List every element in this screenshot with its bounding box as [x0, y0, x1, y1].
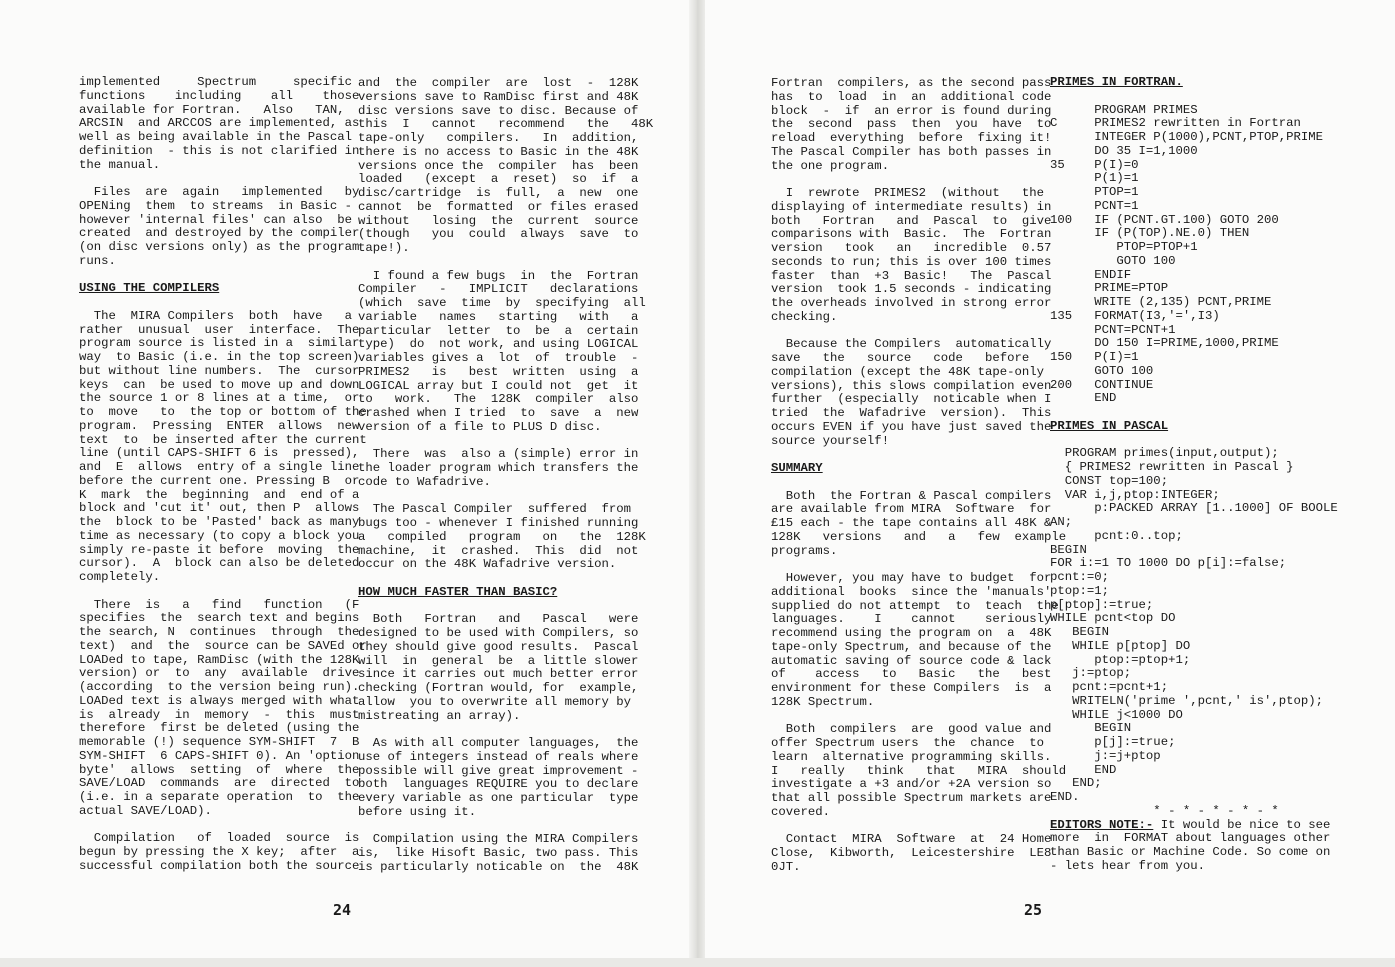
right-page-column-2	[1050, 76, 1338, 874]
text-line: faster than +3 Basic! The Pascal	[771, 268, 1052, 283]
text-line: 100 IF (PCNT.GT.100) GOTO 200	[1050, 212, 1279, 227]
text-line: begun by pressing the X key; after a	[79, 845, 360, 859]
text-line	[771, 710, 1066, 724]
text-line: program source is listed in a similar	[79, 336, 360, 351]
text-line: functions including all those	[79, 88, 360, 103]
text-line: { PRIMES2 rewritten in Pascal }	[1050, 460, 1294, 474]
text-line: tape-only compilers. In addition,	[358, 131, 639, 145]
text-line: FOR i:=1 TO 1000 DO p[i]:=false;	[1050, 556, 1287, 571]
text-line: time as necessary (to copy a block you	[79, 528, 360, 543]
text-line	[1050, 90, 1338, 104]
text-line: DO 150 I=PRIME,1000,PRIME	[1050, 336, 1279, 351]
text-line: therefore first be deleted (using the	[79, 721, 360, 736]
text-line: j:=ptop;	[1050, 666, 1132, 681]
text-line: completely.	[79, 570, 161, 584]
text-line	[771, 325, 1066, 339]
text-line	[79, 172, 367, 186]
text-line: seconds to run; this is over 100 times	[771, 254, 1052, 269]
text-line: than Basic or Machine Code. So come on	[1050, 845, 1331, 859]
text-line: before the current one. Pressing B or	[79, 473, 360, 488]
section-heading: PRIMES IN PASCAL	[1050, 418, 1169, 433]
text-line: LOADed text is always merged with what	[79, 693, 360, 708]
text-line	[771, 173, 1066, 187]
section-heading: SUMMARY	[771, 461, 823, 475]
text-line: LOADed to tape, RamDisc (with the 128K	[79, 652, 360, 667]
text-line: occurs EVEN if you have just saved the	[771, 419, 1052, 434]
text-line: C PRIMES2 rewritten in Fortran	[1050, 116, 1301, 131]
text-line: the block to be 'Pasted' back as many	[79, 515, 360, 529]
text-line: actual SAVE/LOAD).	[79, 803, 212, 818]
text-line: both Fortran and Pascal to give	[771, 213, 1052, 228]
page-gutter	[689, 0, 705, 967]
text-line: There is a find function (F	[79, 597, 360, 612]
text-line: covered.	[771, 804, 831, 819]
text-line: GOTO 100	[1050, 363, 1154, 378]
text-line	[771, 476, 1066, 490]
text-line: pcnt:0..top;	[1050, 528, 1183, 543]
text-line: The Pascal Compiler suffered from	[358, 502, 632, 517]
text-line: to work. The 128K compiler also	[358, 392, 639, 407]
text-line: investigate a +3 and/or +2A version so	[771, 777, 1052, 792]
text-line: SYM-SHIFT 6 CAPS-SHIFT 0). An 'option	[79, 748, 360, 763]
right-page-column-1	[771, 77, 1066, 875]
text-line	[358, 572, 653, 586]
text-line: since it carries out much better error	[358, 667, 639, 682]
text-line: PROGRAM PRIMES	[1050, 102, 1198, 117]
text-line: and the compiler are lost - 128K	[358, 76, 639, 90]
text-line	[358, 600, 653, 614]
text-line: VAR i,j,ptop:INTEGER;	[1050, 487, 1220, 502]
text-line: Both the Fortran & Pascal compilers	[771, 488, 1052, 503]
text-line: p[j]:=true;	[1050, 735, 1176, 749]
text-line: reload everything before fixing it!	[771, 131, 1052, 145]
text-line: * - * - * - * - *	[1050, 803, 1279, 818]
text-line: programs.	[771, 543, 838, 558]
text-line: mistreating an array).	[358, 708, 521, 723]
text-line: definition - this is not clarified in	[79, 143, 360, 158]
text-line: AN;	[1050, 515, 1073, 529]
text-line: 200 CONTINUE	[1050, 377, 1154, 392]
text-line: WRITE (2,135) PCNT,PRIME	[1050, 295, 1272, 309]
text-line: P(1)=1	[1050, 171, 1139, 186]
editors-note-line: EDITORS NOTE:- It would be nice to see	[1050, 817, 1331, 832]
text-line: disc/cartridge is full, a new one	[358, 186, 639, 200]
text-line: cannot be formatted or files erased	[358, 199, 639, 214]
text-line: the loader program which transfers the	[358, 461, 639, 475]
text-line: LOGICAL array but I could not get it	[358, 378, 639, 393]
text-line: tape!).	[358, 241, 410, 255]
text-line	[79, 296, 367, 310]
section-heading: USING THE COMPILERS	[79, 281, 220, 296]
text-line: WHILE j<1000 DO	[1050, 707, 1183, 722]
text-line: WHILE pcnt<top DO	[1050, 611, 1176, 626]
text-line: occur on the 48K Wafadrive version.	[358, 557, 617, 572]
text-line: Files are again implemented by	[79, 185, 360, 199]
text-line: There was also a (simple) error in	[358, 447, 639, 462]
text-line: 35 P(I)=0	[1050, 157, 1139, 172]
text-line: WHILE p[ptop] DO	[1050, 638, 1191, 653]
text-line: INTEGER P(1000),PCNT,PTOP,PRIME	[1050, 130, 1324, 144]
text-line: END.	[1050, 790, 1080, 804]
text-line: and E allows entry of a single line	[79, 460, 360, 474]
text-line: ENDIF	[1050, 267, 1132, 282]
text-line: are available from MIRA Software for	[771, 502, 1052, 517]
text-line: save the source code before	[771, 351, 1030, 365]
text-line: BEGIN	[1050, 625, 1110, 639]
text-line: GOTO 100	[1050, 253, 1176, 268]
text-line: both languages REQUIRE you to declare	[358, 777, 639, 792]
text-line: The MIRA Compilers both have a	[79, 308, 353, 323]
text-line: CONST top=100;	[1050, 473, 1169, 488]
text-line: without losing the current source	[358, 213, 639, 228]
text-line: use of integers instead of reals where	[358, 749, 639, 764]
text-line: way to Basic (i.e. in the top screen)	[79, 350, 360, 364]
text-line: well as being available in the Pascal	[79, 130, 353, 144]
text-line: implemented Spectrum specific	[79, 75, 353, 89]
text-line: automatic saving of source code & lack	[771, 653, 1052, 668]
text-line: However, you may have to budget for	[771, 571, 1052, 585]
text-line: line (until CAPS-SHIFT 6 is pressed),	[79, 446, 360, 461]
text-line: 128K versions and a few example	[771, 529, 1067, 544]
text-line: loaded (except a reset) so if a	[358, 172, 639, 187]
text-line: variable names starting with a	[358, 309, 639, 324]
text-line: tried the Wafadrive version). This	[771, 406, 1052, 420]
text-line: (though you could always save to	[358, 227, 639, 242]
text-line: this I cannot recommend the 48K	[358, 117, 654, 132]
text-line: BEGIN	[1050, 721, 1132, 736]
text-line: displaying of intermediate results) in	[771, 199, 1052, 214]
text-line: p[ptop]:=true;	[1050, 597, 1154, 612]
text-line: ptop:=1;	[1050, 583, 1110, 598]
text-line: (according to the version being run).	[79, 680, 360, 694]
text-line: END	[1050, 762, 1117, 777]
text-line: the search, N continues through the	[79, 625, 360, 639]
text-line: (i.e. in a separate operation to the	[79, 790, 360, 804]
text-line: END	[1050, 391, 1117, 406]
text-line: more in FORMAT about languages other	[1050, 831, 1331, 846]
text-line: 135 FORMAT(I3,'=',I3)	[1050, 308, 1220, 323]
text-line	[1050, 434, 1338, 448]
text-line: Fortran compilers, as the second pass	[771, 76, 1052, 90]
text-line	[358, 256, 653, 270]
text-line: before using it.	[358, 804, 477, 819]
text-line: there is no access to Basic in the 48K	[358, 144, 639, 159]
text-line	[358, 435, 653, 449]
text-line: successful compilation both the source	[79, 858, 360, 873]
text-line: the source 1 or 8 lines at a time, or	[79, 391, 360, 406]
text-line: I found a few bugs in the Fortran	[358, 268, 639, 283]
text-line: SAVE/LOAD commands are directed to	[79, 776, 360, 791]
text-line	[771, 558, 1066, 572]
text-line: I rewrote PRIMES2 (without the	[771, 186, 1045, 200]
text-line: the manual.	[79, 157, 161, 172]
text-line: I really think that MIRA should	[771, 763, 1067, 778]
text-line: checking (Fortran would, for example,	[358, 681, 639, 695]
text-line: 128K Spectrum.	[771, 694, 875, 709]
text-line: source yourself!	[771, 433, 890, 448]
text-line	[771, 448, 1066, 462]
text-line: is, like Hisoft Basic, two pass. This	[358, 846, 639, 860]
text-line: Compilation using the MIRA Compilers	[358, 832, 639, 847]
text-line: the overheads involved in strong error	[771, 296, 1052, 310]
text-line: (which save time by specifying all	[358, 296, 646, 310]
text-line: particular letter to be a certain	[358, 323, 639, 338]
text-line: is particularly noticable on the 48K	[358, 859, 639, 874]
text-line: languages. I cannot seriously	[771, 612, 1052, 627]
text-line: recommend using the program on a 48K	[771, 626, 1052, 640]
text-line: PRIMES2 is best written using a	[358, 364, 639, 379]
text-line: is already in memory - this must	[79, 707, 360, 722]
text-line: variables gives a lot of trouble -	[358, 351, 639, 365]
text-line: block and 'cut it' out, then P allows	[79, 501, 360, 516]
text-line: program. Pressing ENTER allows new	[79, 418, 360, 433]
text-line: runs.	[79, 253, 116, 268]
text-line: simply re-paste it before moving the	[79, 542, 360, 557]
text-line: (on disc versions only) as the program	[79, 240, 360, 254]
text-line: versions once the compiler has been	[358, 158, 639, 173]
text-line: tape-only Spectrum, and because of the	[771, 639, 1052, 654]
text-line: £15 each - the tape contains all 48K &	[771, 516, 1052, 530]
text-line: ARCSIN and ARCCOS are implemented, as	[79, 116, 360, 131]
text-line: a compiled program on the 128K	[358, 529, 646, 544]
page-edge	[0, 958, 1395, 967]
text-line: the second pass then you have to	[771, 117, 1052, 132]
text-line: PCNT=PCNT+1	[1050, 322, 1176, 337]
text-line	[771, 820, 1066, 834]
section-heading: HOW MUCH FASTER THAN BASIC?	[358, 584, 558, 599]
text-line	[79, 819, 367, 833]
text-line: offer Spectrum users the chance to	[771, 736, 1045, 750]
text-line: version) or to any available drive	[79, 666, 360, 681]
text-line	[358, 723, 653, 737]
text-line	[79, 585, 367, 599]
text-line: j:=j+ptop	[1050, 748, 1161, 763]
text-line: will in general be a little slower	[358, 653, 639, 668]
text-line: block - if an error is found during	[771, 103, 1052, 118]
text-line: specifies the search text and begins	[79, 611, 360, 626]
text-line: version of a file to PLUS D disc.	[358, 419, 602, 434]
text-line	[79, 269, 367, 283]
page-number-right: 25	[1024, 901, 1043, 919]
text-line: Compiler - IMPLICIT declarations	[358, 282, 639, 297]
text-line: allow you to overwrite all memory by	[358, 694, 632, 709]
text-line: the one program.	[771, 158, 890, 173]
text-line: text) and the source can be SAVEd or	[79, 638, 367, 653]
text-line: learn alternative programming skills.	[771, 749, 1052, 764]
text-line: PCNT=1	[1050, 198, 1139, 213]
text-line: As with all computer languages, the	[358, 736, 639, 750]
text-line: text to be inserted after the current	[79, 432, 367, 447]
text-line: version took 1.5 seconds - indicating	[771, 282, 1052, 297]
text-line: 0JT.	[771, 859, 801, 874]
text-line: END;	[1050, 776, 1102, 791]
text-line: WRITELN('prime ',pcnt,' is',ptop);	[1050, 693, 1324, 708]
text-line: Compilation of loaded source is	[79, 831, 360, 846]
text-line: checking.	[771, 309, 838, 324]
text-line: comparisons with Basic. The Fortran	[771, 227, 1052, 242]
text-line: ptop:=ptop+1;	[1050, 652, 1191, 667]
text-line: versions), this slows compilation even	[771, 378, 1052, 393]
text-line: Close, Kibworth, Leicestershire LE8	[771, 846, 1052, 860]
text-line: to move to the top or bottom of the	[79, 405, 367, 419]
text-line	[358, 490, 653, 504]
text-line: created and destroyed by the compiler	[79, 226, 360, 241]
text-line: compilation (except the 48K tape-only	[771, 364, 1045, 379]
text-line: BEGIN	[1050, 542, 1087, 557]
text-line: versions save to RamDisc first and 48K	[358, 89, 639, 104]
text-line: additional books since the 'manuals'	[771, 584, 1052, 599]
text-line: but without line numbers. The cursor	[79, 363, 360, 378]
text-line: PRIME=PTOP	[1050, 281, 1169, 296]
text-line: crashed when I tried to save a new	[358, 406, 639, 420]
text-line: disc versions save to disc. Because of	[358, 103, 639, 118]
text-line: OPENing them to streams in Basic -	[79, 198, 353, 213]
text-line: 150 P(I)=1	[1050, 350, 1139, 364]
text-line: available for Fortran. Also TAN,	[79, 102, 345, 117]
text-line: DO 35 I=1,1000	[1050, 143, 1198, 158]
text-line	[358, 820, 653, 834]
text-line: that all possible Spectrum markets are	[771, 791, 1052, 805]
text-line: of access to Basic the best	[771, 667, 1052, 682]
text-line: every variable as one particular type	[358, 791, 639, 805]
text-line: byte' allows setting of where the	[79, 762, 360, 777]
text-line: cursor). A block can also be deleted	[79, 556, 360, 571]
text-line: they should give good results. Pascal	[358, 639, 639, 654]
editors-note-label: EDITORS NOTE:-	[1050, 817, 1154, 832]
text-line: has to load in an additional code	[771, 89, 1052, 104]
text-line: further (especially noticable when I	[771, 392, 1052, 407]
page-number-left: 24	[333, 901, 352, 919]
text-line: The Pascal Compiler has both passes in	[771, 144, 1052, 159]
text-line: pcnt:=0;	[1050, 570, 1110, 584]
text-line: PTOP=PTOP+1	[1050, 240, 1198, 254]
left-page-column-2	[358, 77, 653, 875]
text-line: keys can be used to move up and down	[79, 377, 360, 392]
text-line: code to Wafadrive.	[358, 474, 491, 489]
text-line: Because the Compilers automatically	[771, 337, 1052, 352]
text-line: designed to be used with Compilers, so	[358, 626, 639, 640]
text-line: environment for these Compilers is a	[771, 681, 1052, 695]
text-line: possible will give great improvement -	[358, 763, 639, 778]
text-line: however 'internal files' can also be	[79, 212, 353, 227]
text-line: rather unusual user interface. The	[79, 322, 360, 337]
text-line: Both compilers are good value and	[771, 722, 1052, 737]
text-line: pcnt:=pcnt+1;	[1050, 680, 1169, 694]
text-line: Both Fortran and Pascal were	[358, 612, 639, 627]
text-line: p:PACKED ARRAY [1..1000] OF BOOLE	[1050, 501, 1338, 516]
text-line: PTOP=1	[1050, 185, 1139, 199]
text-line: version took an incredible 0.57	[771, 241, 1052, 255]
text-line: memorable (!) sequence SYM-SHIFT 7 B	[79, 735, 360, 749]
text-line: IF (P(TOP).NE.0) THEN	[1050, 226, 1250, 241]
text-line: bugs too - whenever I finished running	[358, 516, 639, 530]
text-line: type) do not work, and using LOGICAL	[358, 337, 639, 352]
text-line	[1050, 406, 1338, 420]
text-line: PROGRAM primes(input,output);	[1050, 446, 1279, 461]
left-page-column-1	[79, 76, 367, 874]
text-line: K mark the beginning and end of a	[79, 487, 360, 502]
text-line: - lets hear from you.	[1050, 858, 1205, 873]
text-line: machine, it crashed. This did not	[358, 543, 639, 558]
text-line: supplied do not attempt to teach the	[771, 598, 1059, 613]
text-line: Contact MIRA Software at 24 Home	[771, 832, 1052, 847]
section-heading: PRIMES IN FORTRAN.	[1050, 75, 1183, 89]
